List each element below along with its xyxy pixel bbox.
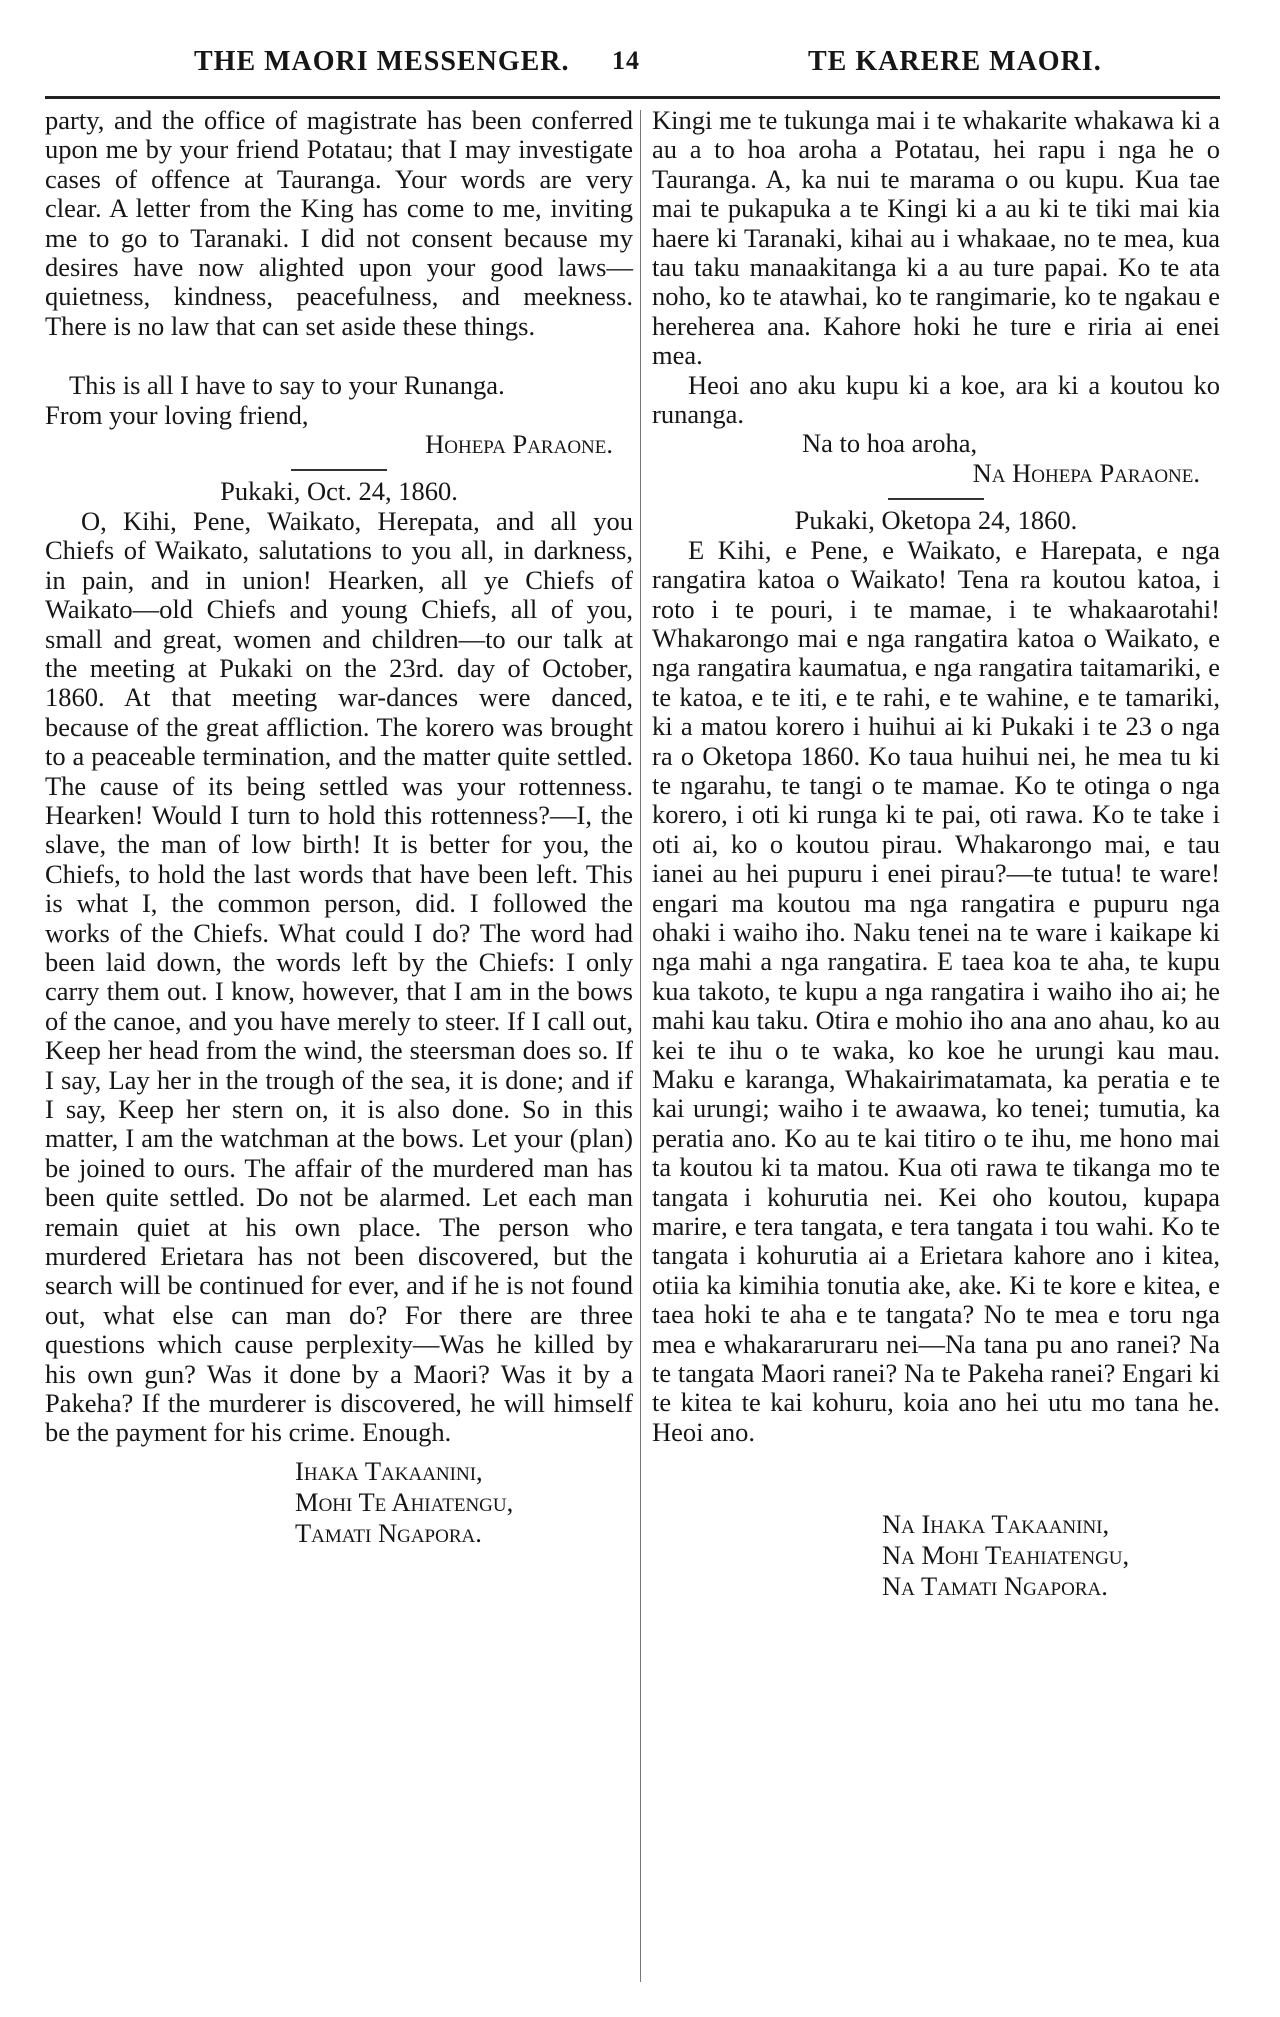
header-rule xyxy=(45,96,1220,99)
maori-signatories xyxy=(882,1509,1220,1602)
english-dateline: Pukaki, Oct. 24, 1860. xyxy=(220,476,458,507)
signatory: Tamati Ngapora. xyxy=(295,1517,482,1548)
english-signatories xyxy=(295,1456,633,1549)
signatory: Na Tamati Ngapora. xyxy=(882,1571,1108,1602)
maori-valediction: Na to hoa aroha, xyxy=(802,428,978,459)
page-header xyxy=(150,36,1190,88)
maori-letter-body: E Kihi, e Pene, e Waikato, e Harepata, e nga rangatira katoa o Waikato! Tena ra koutou katoa, i roto i te pouri, i te mamae, i te whakaarotahi! Whakarongo mai e nga rangatira katoa o Waikato, e nga rangatira kaumatua, e nga rangatira taitamariki, e te katoa, e te iti, e te rahi, e te wahine, e te tamariki, ki a matou korero i huihui ai ki Pukaki i te 23 o nga ra o Oketopa 1860. Ko taua huihui nei, he mea tu ki te ngarahu, te tangi o te mamae. Ko te otinga o nga korero, i oti ki runga ki te pai, oti rawa. Ko te take i oti ai, ko o koutou pirau. Whakarongo mai, e tau ianei au hei pupuru i enei pirau?—te tutua! te ware! engari ma koutou ma nga rangatira e pupuru nga ohaki i waiho iho. Naku tenei na te ware i kaikape ki nga mahi a nga rangatira. E taea koa te aha, te kupu kua takoto, te kupu a nga rangatira i waiho iho ai; he mahi kau taku. Otira e mohio iho ana ano ahau, ko au kei te ihu o te waka, ko koe he urungi kau mau. Maku e karanga, Whakairimatamata, ka peratia e te kai urungi; waiho i te awaawa, ko tenei; tumutia, ka peratia ano. Ko au te kai titiro o te ihu, me hono mai ta koutou ki ta matou. Kua oti rawa te tikanga mo te tangata i kohurutia nei. Kei oho koutou, kupapa marire, e tera tangata, e tera tangata i tou wahi. Ko te tangata i kohurutia ai a Erietara kahore ano i kitea, otiia ka kimihia tonutia ake, ake. Ki te kore e kitea, e taea hoki te aha e te tangata? No te mea e toru nga mea e whakararuraru nei—Na tana pu ano ranei? Na te tangata Maori ranei? Na te Pakeha ranei? Engari ki te kitea te kai kohuru, koia ano hei utu mo tana he. Heoi ano. xyxy=(652,534,1220,1447)
page-number: 14 xyxy=(612,46,640,75)
english-column xyxy=(45,106,633,1549)
english-valediction: From your loving friend, xyxy=(45,399,309,430)
maori-masthead: TE KARERE MAORI. xyxy=(808,46,1102,77)
english-closing-line: This is all I have to say to your Runanga. xyxy=(69,370,505,401)
spacer xyxy=(45,341,633,371)
signatory: Na Mohi Teahiatengu, xyxy=(882,1540,1130,1571)
maori-signature: Na Hohepa Paraone. xyxy=(972,457,1200,488)
english-masthead: THE MAORI MESSENGER. xyxy=(194,46,570,77)
column-divider xyxy=(640,110,641,1982)
english-letter-continued: party, and the office of magistrate has been conferred upon me by your friend Potatau; that I may investigate cases of offence at Tauranga. Your words are very clear. A letter from the King has come to me, inviting me to go to Taranaki. I did not consent because my desires have now alighted upon your good laws—quietness, kindness, peacefulness, and meekness. There is no law that can set aside these things. xyxy=(45,105,633,341)
signatory: Ihaka Takaanini, xyxy=(295,1455,483,1486)
signatory: Na Ihaka Takaanini, xyxy=(882,1509,1110,1540)
maori-column xyxy=(652,106,1220,1602)
signatory: Mohi Te Ahiatengu, xyxy=(295,1486,514,1517)
english-signature: Hohepa Paraone. xyxy=(425,429,613,460)
maori-closing-line: Heoi ano aku kupu ki a koe, ara ki a koutou ko runanga. xyxy=(652,369,1220,430)
english-letter-body: O, Kihi, Pene, Waikato, Herepata, and all you Chiefs of Waikato, salutations to you all, in darkness, in pain, and in union! Hearken, all ye Chiefs of Waikato—old Chiefs and young Chiefs, all of you, small and great, women and children—to our talk at the meeting at Pukaki on the 23rd. day of October, 1860. At that meeting war-dances were danced, because of the great affliction. The korero was brought to a peaceable termination, and the matter quite settled. The cause of its being settled was your rottenness. Hearken! Would I turn to hold this rottenness?—I, the slave, the man of low birth! It is better for you, the Chiefs, to hold the last words that have been left. This is what I, the common person, did. I followed the works of the Chiefs. What could I do? The word had been laid down, the words left by the Chiefs: I only carry them out. I know, however, that I am in the bows of the canoe, and you have merely to steer. If I call out, Keep her head from the wind, the steersman does so. If I say, Lay her in the trough of the sea, it is done; and if I say, Keep her stern on, it is also done. So in this matter, I am the watchman at the bows. Let your (plan) be joined to ours. The affair of the murdered man has been quite settled. Do not be alarmed. Let each man remain quiet at his own place. The person who murdered Erietara has not been discovered, but the search will be continued for ever, and if he is not found out, what else can man do? For there are three questions which cause perplexity—Was he killed by his own gun? Was it done by a Maori? Was it by a Pakeha? If the murderer is discovered, he will himself be the payment for his crime. Enough. xyxy=(45,505,633,1448)
maori-letter-continued: Kingi me te tukunga mai i te whakarite whakawa ki a au a to hoa aroha a Potatau, hei rapu i nga he o Tauranga. A, ka nui te marama o ou kupu. Kua tae mai te pukapuka a te Kingi ki a au ki te tiki mai kia haere ki Taranaki, kihai au i whakaae, no te mea, kua tau taku manaakitanga ki a au ture papai. Ko te ata noho, ko te atawhai, ko te rangimarie, ko te ngakau e hereherea ana. Kahore hoki he ture e riria ai enei mea. xyxy=(652,105,1220,371)
maori-dateline: Pukaki, Oketopa 24, 1860. xyxy=(794,505,1078,536)
section-rule xyxy=(888,498,984,500)
section-rule xyxy=(291,469,387,471)
